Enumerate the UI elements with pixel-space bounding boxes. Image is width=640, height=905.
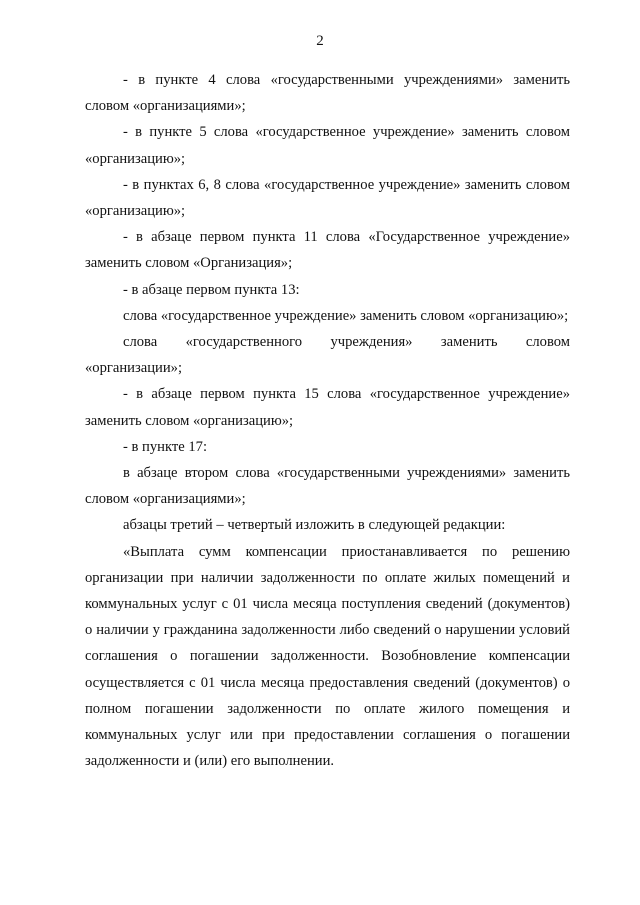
paragraph-point-17: - в пункте 17:	[123, 438, 208, 455]
page-number: 2	[316, 33, 324, 49]
paragraph-point-4: - в пункте 4 слова «государственными учреждениями» заменить словом «организациями»;	[85, 72, 570, 115]
paragraph-new-wording: «Выплата сумм компенсации приостанавливается по решению организации при наличии задолженности по оплате жилых помещений и коммунальных услуг с 01 числа месяца поступления сведений (документов) о наличии у гражданина задолженности либо сведений о нарушении условий соглашения о погашении задолженности. Возобновление компенсации осуществляется с 01 числа месяца предоставления сведений (документов) о полном погашении задолженности по оплате жилого помещения и коммунальных услуг или при предоставлении соглашения о погашении задолженности и (или) его выполнении.	[85, 543, 570, 770]
paragraph-point-13-item-1: слова «государственное учреждение» заменить словом «организацию»;	[123, 307, 569, 324]
paragraph-point-11: - в абзаце первом пункта 11 слова «Государственное учреждение» заменить словом «Организация»;	[85, 229, 570, 272]
paragraph-point-13-item-2: слова «государственного учреждения» заменить словом «организации»;	[85, 334, 570, 377]
paragraph-point-13: - в абзаце первом пункта 13:	[123, 281, 300, 298]
paragraph-point-5: - в пункте 5 слова «государственное учреждение» заменить словом «организацию»;	[85, 124, 570, 167]
document-body	[85, 67, 570, 774]
paragraph-point-17-item-1: в абзаце втором слова «государственными учреждениями» заменить словом «организациями»;	[85, 465, 570, 508]
paragraph-point-15: - в абзаце первом пункта 15 слова «государственное учреждение» заменить словом «организацию»;	[85, 386, 570, 429]
paragraph-points-6-8: - в пунктах 6, 8 слова «государственное учреждение» заменить словом «организацию»;	[85, 176, 570, 220]
paragraph-point-17-item-2: абзацы третий – четвертый изложить в следующей редакции:	[123, 517, 506, 534]
